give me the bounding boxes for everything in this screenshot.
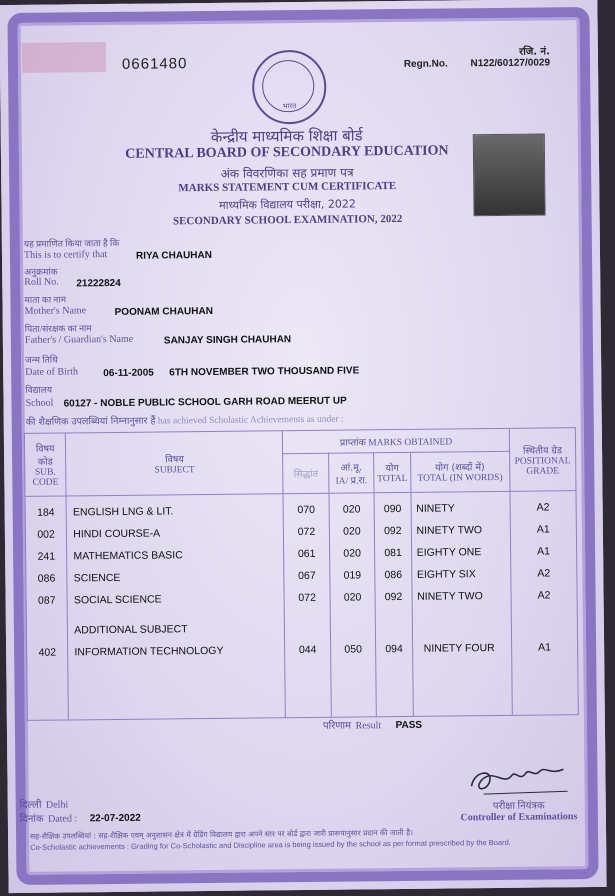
col-code-hi: विषय कोड xyxy=(35,443,55,468)
result-value: PASS xyxy=(395,719,423,732)
code-additional: 402 xyxy=(38,646,57,659)
ia-additional: 050 xyxy=(344,643,362,656)
subject-1: HINDI COURSE-A xyxy=(73,527,161,541)
doc-title-en: MARKS STATEMENT CUM CERTIFICATE xyxy=(178,180,397,195)
col-ia-hi: आं.मू. xyxy=(340,461,363,474)
certify-label-en: This is to certify that xyxy=(23,249,108,261)
theory-0: 070 xyxy=(297,503,316,517)
grade-cell xyxy=(510,491,579,716)
theory-additional: 044 xyxy=(298,643,317,657)
col-subject-hi: विषय xyxy=(165,453,184,465)
dated xyxy=(20,808,141,827)
grade-0: A2 xyxy=(536,501,550,514)
total-4: 092 xyxy=(384,590,403,604)
theory-4: 072 xyxy=(298,591,316,605)
roll-label-hi: अनुक्रमांक xyxy=(24,266,58,277)
theory-3: 067 xyxy=(298,569,316,583)
col-ia-header xyxy=(328,453,374,493)
grade-3: A2 xyxy=(537,567,551,580)
school-label-hi: विद्यालय xyxy=(25,384,53,395)
controller-hi: परीक्षा नियंत्रक xyxy=(492,800,545,813)
subject-0: ENGLISH LNG & LIT. xyxy=(72,505,174,519)
subject-4: SOCIAL SCIENCE xyxy=(73,593,162,607)
dated-label-en: Dated : xyxy=(48,813,78,825)
subject-additional: INFORMATION TECHNOLOGY xyxy=(74,644,224,659)
code-1: 002 xyxy=(37,528,55,541)
school-name: 60127 - NOBLE PUBLIC SCHOOL GARH ROAD MEERUT UP xyxy=(63,395,347,410)
controller xyxy=(454,797,584,823)
signature-icon xyxy=(463,755,573,801)
col-words-en: TOTAL (IN WORDS) xyxy=(417,472,503,484)
controller-en: Controller of Examinations xyxy=(460,811,578,824)
board-seal-icon xyxy=(252,50,327,125)
board-name-hi: केन्द्रीय माध्यमिक शिक्षा बोर्ड xyxy=(210,126,363,146)
roll-label-en: Roll No. xyxy=(24,276,59,288)
dob-label-en: Date of Birth xyxy=(25,366,79,378)
grade-additional: A1 xyxy=(538,641,552,654)
subject-3: SCIENCE xyxy=(73,571,121,585)
col-total-en: TOTAL xyxy=(377,473,408,485)
code-4: 087 xyxy=(37,594,56,607)
subjects-cell xyxy=(66,494,285,720)
mother-name: POONAM CHAUHAN xyxy=(114,305,213,318)
dob-words: 6TH NOVEMBER TWO THOUSAND FIVE xyxy=(169,365,360,379)
col-code-header xyxy=(24,433,66,496)
col-words-header xyxy=(410,451,510,492)
col-total-hi: योग xyxy=(385,462,399,475)
col-words-hi: योग (शब्दों में) xyxy=(435,462,485,474)
seal-text: भारत xyxy=(282,102,297,111)
marks-body-row xyxy=(25,491,578,721)
roll-number: 21222824 xyxy=(76,277,121,290)
ia-0: 020 xyxy=(342,503,361,516)
total-0: 090 xyxy=(383,502,402,516)
col-subject-en: SUBJECT xyxy=(154,464,195,476)
col-grade-hi: स्थितीय ग्रेड xyxy=(522,444,562,457)
father-label-hi: पिता/संरक्षक का नाम xyxy=(24,323,92,334)
father-name: SANJAY SINGH CHAUHAN xyxy=(163,334,292,347)
father-label-en: Father's / Guardian's Name xyxy=(24,333,134,346)
regn-label-hi: रजि. नं. xyxy=(519,46,550,58)
doc-title-hi: अंक विवरणिका सह प्रमाण पत्र xyxy=(220,165,354,181)
total-2: 081 xyxy=(384,546,402,560)
achieved-hi: की शैक्षणिक उपलब्धियां निम्नानुसार हैं xyxy=(25,415,156,428)
dob-value: 06-11-2005 xyxy=(103,367,154,380)
red-stamp xyxy=(22,42,106,73)
place-en: Delhi xyxy=(45,799,69,811)
words-1: NINETY TWO xyxy=(416,524,483,537)
ia-1: 020 xyxy=(343,525,361,538)
result-label-hi: परिणाम xyxy=(322,720,352,732)
mother-label-hi: माता का नाम xyxy=(24,294,67,305)
ia-2: 020 xyxy=(343,547,361,560)
grade-2: A1 xyxy=(537,545,551,558)
achieved-en: has achieved Scholastic Achievements as under : xyxy=(157,414,344,427)
grade-4: A2 xyxy=(537,589,551,602)
col-subject-header xyxy=(66,431,284,496)
col-total-header xyxy=(374,452,411,492)
achieved-line xyxy=(26,412,344,428)
dated-label-hi: दिनांक xyxy=(19,813,44,825)
student-name: RIYA CHAUHAN xyxy=(135,249,212,262)
theory-1: 072 xyxy=(297,525,316,539)
theory-2: 061 xyxy=(297,547,316,561)
marks-table xyxy=(24,427,579,721)
co-scholastic-note xyxy=(30,825,584,853)
serial-number: 0661480 xyxy=(121,55,188,73)
theory-cell xyxy=(283,493,331,717)
words-0: NINETY xyxy=(416,502,455,515)
codes-cell xyxy=(25,496,69,720)
total-additional: 094 xyxy=(385,642,403,656)
grade-1: A1 xyxy=(536,523,550,536)
ia-cell xyxy=(329,493,377,717)
code-2: 241 xyxy=(37,550,56,563)
additional-subject-label: ADDITIONAL SUBJECT xyxy=(74,623,188,637)
dated-value: 22-07-2022 xyxy=(89,812,141,825)
col-grade-en: POSITIONAL GRADE xyxy=(514,455,571,477)
words-3: EIGHTY SIX xyxy=(416,568,476,581)
col-grade-header xyxy=(509,428,576,492)
dob-label-hi: जन्म तिथि xyxy=(25,354,58,365)
col-theory-header: सिद्धांत xyxy=(283,453,329,493)
footer-hi: सह-शैक्षिक उपलब्धियां : सह-शैक्षिक एवम् अनुशासन क्षेत्र में ग्रेडिंग विद्यालय द्वारा अपने स्तर पर बोर्ड द्वारा जारी प्रारूपानुसार प्रदान की जाती है। xyxy=(30,827,413,841)
words-cell xyxy=(411,491,513,716)
regn-label-en: Regn.No. xyxy=(403,58,448,70)
code-3: 086 xyxy=(37,572,56,585)
words-4: NINETY TWO xyxy=(417,590,483,603)
registration xyxy=(404,43,550,70)
place-hi: दिल्ली xyxy=(19,799,42,811)
ia-4: 020 xyxy=(343,591,362,604)
words-additional: NINETY FOUR xyxy=(423,642,495,655)
col-ia-en: IA/ प्र.रा. xyxy=(335,475,368,487)
certificate-body xyxy=(19,25,581,867)
col-code-en: SUB. CODE xyxy=(32,467,59,488)
subject-2: MATHEMATICS BASIC xyxy=(73,549,183,563)
exam-title-en: SECONDARY SCHOOL EXAMINATION, 2022 xyxy=(172,212,403,228)
col-marks-header: प्राप्तांक MARKS OBTAINED xyxy=(283,428,510,453)
board-name-en: CENTRAL BOARD OF SECONDARY EDUCATION xyxy=(125,143,449,162)
result xyxy=(323,715,422,734)
mother-label-en: Mother's Name xyxy=(24,305,87,317)
exam-title-hi: माध्यमिक विद्यालय परीक्षा, 2022 xyxy=(219,197,356,212)
total-3: 086 xyxy=(384,568,403,582)
total-1: 092 xyxy=(383,524,402,538)
result-label-en: Result xyxy=(355,720,382,732)
total-cell xyxy=(374,492,413,716)
certify-label-hi: यह प्रमाणित किया जाता है कि xyxy=(23,237,120,249)
school-label-en: School xyxy=(25,397,54,409)
code-0: 184 xyxy=(37,506,55,519)
footer-en: Co-Scholastic achievements : Grading for Co-Scholastic and Discipline area is being issued by the school as per format prescribed by the Board. xyxy=(30,837,511,852)
words-2: EIGHTY ONE xyxy=(416,546,482,559)
ia-3: 019 xyxy=(343,569,362,582)
regn-number: N122/60127/0029 xyxy=(470,57,551,70)
